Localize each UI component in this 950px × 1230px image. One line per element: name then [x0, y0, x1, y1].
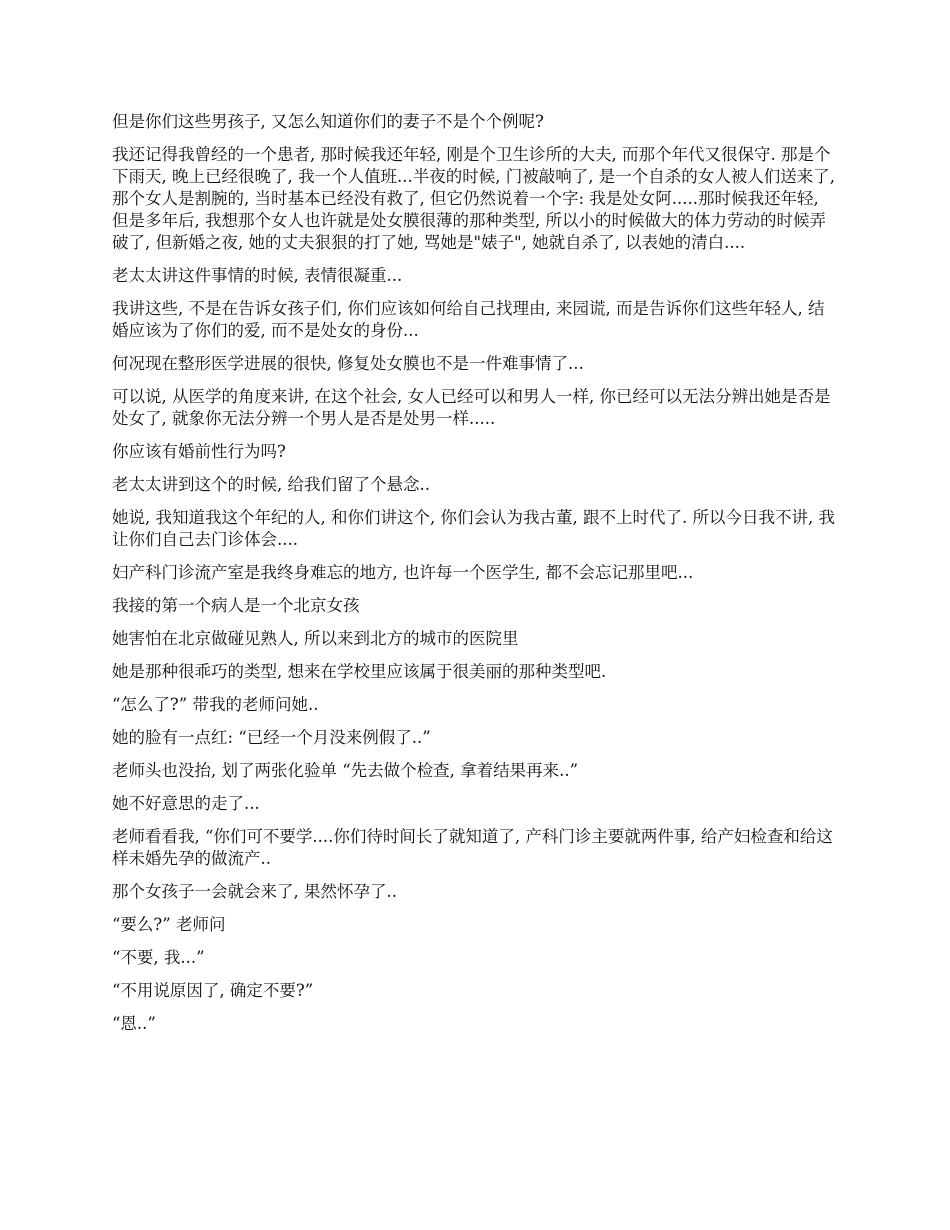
paragraph: 老师看看我, “你们可不要学....你们待时间长了就知道了, 产科门诊主要就两件事, 给产妇检查和给这样未婚先孕的做流产..: [112, 827, 833, 868]
paragraph: 我接的第一个病人是一个北京女孩: [112, 596, 360, 615]
paragraph: 她不好意思的走了...: [112, 794, 260, 813]
paragraph: 可以说, 从医学的角度来讲, 在这个社会, 女人已经可以和男人一样, 你已经可以无法分辨出她是否是处女了, 就象你无法分辨一个男人是否是处男一样.....: [112, 387, 831, 428]
paragraph: 那个女孩子一会就会来了, 果然怀孕了..: [112, 882, 397, 901]
paragraph: “要么?” 老师问: [112, 915, 226, 934]
paragraph: “怎么了?” 带我的老师问她..: [112, 695, 319, 714]
paragraph: 我讲这些, 不是在告诉女孩子们, 你们应该如何给自己找理由, 来园谎, 而是告诉你们这些年轻人, 结婚应该为了你们的爱, 而不是处女的身份...: [112, 299, 825, 340]
paragraph: 老师头也没抬, 划了两张化验单 “先去做个检查, 拿着结果再来..”: [112, 761, 579, 780]
paragraph: “不用说原因了, 确定不要?”: [112, 981, 314, 1000]
paragraph: 我还记得我曾经的一个患者, 那时候我还年轻, 刚是个卫生诊所的大夫, 而那个年代又很保守. 那是个下雨天, 晚上已经很晚了, 我一个人值班...半夜的时候, 门被敲响了, 是一个自杀的女人被人们送来了, 那个女人是割腕的, 当时基本已经没有救了, 但它仍然说着一个字: 我是处女阿.....那时候我还年轻, 但是多年后, 我想那个女人也许就是处女膜很薄的那种类型, 所以小的时候做大的体力劳动的时候弄破了, 但新婚之夜, 她的丈夫狠狠的打了她, 骂她是"婊子", 她就自杀了, 以表她的清白....: [112, 145, 835, 252]
paragraph: 老太太讲到这个的时候, 给我们留了个悬念..: [112, 475, 430, 494]
paragraph: 何况现在整形医学进展的很快, 修复处女膜也不是一件难事情了...: [112, 354, 584, 373]
document-body: [112, 111, 840, 1046]
paragraph: “不要, 我...”: [112, 948, 205, 967]
paragraph: 她是那种很乖巧的类型, 想来在学校里应该属于很美丽的那种类型吧.: [112, 662, 607, 681]
paragraph: 你应该有婚前性行为吗?: [112, 442, 286, 461]
paragraph: 妇产科门诊流产室是我终身难忘的地方, 也许每一个医学生, 都不会忘记那里吧...: [112, 563, 694, 582]
paragraph: 她的脸有一点红: “已经一个月没来例假了..”: [112, 728, 431, 747]
paragraph: 但是你们这些男孩子, 又怎么知道你们的妻子不是个个例呢?: [112, 112, 544, 131]
paragraph: “恩..”: [112, 1014, 156, 1033]
paragraph: 老太太讲这件事情的时候, 表情很凝重...: [112, 266, 403, 285]
paragraph: 她说, 我知道我这个年纪的人, 和你们讲这个, 你们会认为我古董, 跟不上时代了. 所以今日我不讲, 我让你们自己去门诊体会....: [112, 508, 835, 549]
paragraph: 她害怕在北京做碰见熟人, 所以来到北方的城市的医院里: [112, 629, 519, 648]
